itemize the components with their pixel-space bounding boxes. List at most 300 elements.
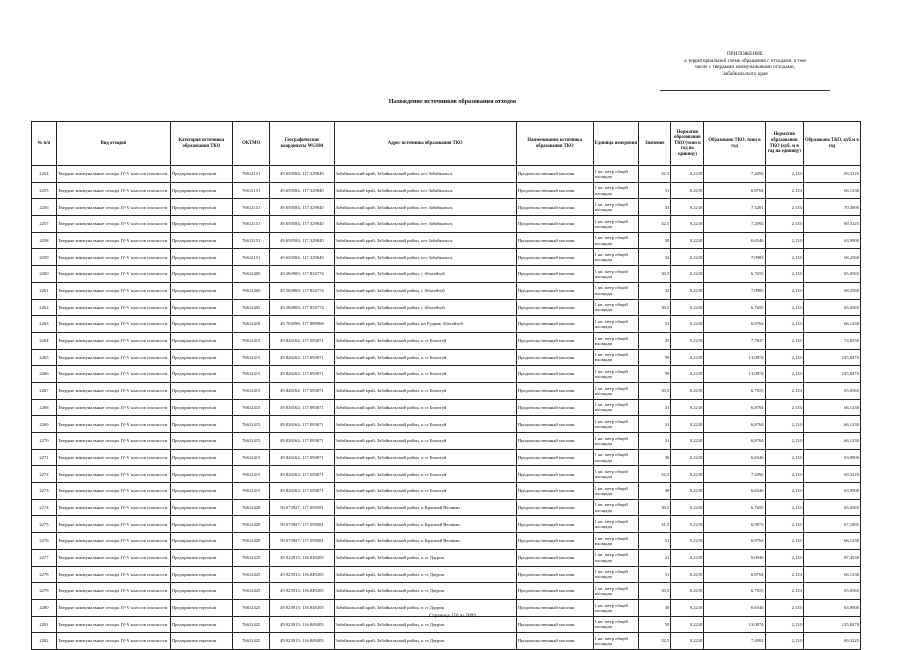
cell-source-category: Предприятия торговли [170, 633, 232, 650]
cell-norm-tonnes: 0,2218 [671, 266, 704, 283]
cell-row-number: 2269 [32, 416, 57, 433]
cell-formed-tonnes: 6,6546 [704, 483, 765, 500]
cell-formed-m3: 66,1230 [803, 533, 860, 550]
cell-row-number: 2262 [32, 299, 57, 316]
cell-norm-tonnes: 0,2218 [671, 633, 704, 650]
cell-norm-tonnes: 0,2218 [671, 366, 704, 383]
cell-formed-m3: 63,9900 [803, 449, 860, 466]
cell-norm-m3: 2,133 [765, 232, 803, 249]
appendix-heading: ПРИЛОЖЕНИЕ [727, 51, 763, 57]
header-num: № п/п [32, 122, 57, 166]
cell-row-number: 2260 [32, 266, 57, 283]
cell-address: Забайкальский край, Забайкальский район, п ст Даурия [334, 616, 516, 633]
cell-source-category: Предприятия торговли [170, 499, 232, 516]
cell-coordinates: 49.826162; 117.093071 [270, 399, 334, 416]
cell-unit: 1 кв. метр общей площади [593, 182, 639, 199]
cell-row-number: 2281 [32, 616, 57, 633]
cell-address: Забайкальский край, Забайкальский район, п ст Даурия [334, 599, 516, 616]
cell-waste-type: Твердые коммунальные отходы IV-V классов опасности [56, 182, 170, 199]
cell-formed-m3: 87,4530 [803, 549, 860, 566]
cell-waste-type: Твердые коммунальные отходы IV-V классов опасности [56, 549, 170, 566]
cell-unit: 1 кв. метр общей площади [593, 633, 639, 650]
cell-norm-m3: 2,133 [765, 349, 803, 366]
cell-source-category: Предприятия торговли [170, 399, 232, 416]
cell-formed-m3: 65,0565 [803, 382, 860, 399]
cell-value: 32,5 [639, 466, 671, 483]
cell-norm-m3: 2,133 [765, 549, 803, 566]
cell-waste-type: Твердые коммунальные отходы IV-V классов опасности [56, 533, 170, 550]
cell-source-category: Предприятия торговли [170, 583, 232, 600]
cell-source-name: Продовольственный магазин [516, 166, 593, 183]
cell-coordinates: 49.584900; 117.834774 [270, 266, 334, 283]
cell-value: 35 [639, 332, 671, 349]
cell-oktmo-code: 76612425 [233, 633, 270, 650]
cell-norm-tonnes: 0,2218 [671, 182, 704, 199]
cell-address: Забайкальский край, Забайкальский район, с Абагайтуй [334, 299, 516, 316]
cell-formed-m3: 125,8470 [803, 366, 860, 383]
cell-value: 31 [639, 182, 671, 199]
cell-norm-tonnes: 0,2218 [671, 399, 704, 416]
cell-address: Забайкальский край, Забайкальский район, п ст Билитуй [334, 483, 516, 500]
cell-address: Забайкальский край, Забайкальский район, п ст Даурия [334, 549, 516, 566]
cell-source-name: Продовольственный магазин [516, 399, 593, 416]
cell-formed-m3: 63,9900 [803, 599, 860, 616]
cell-formed-tonnes: 6,8764 [704, 316, 765, 333]
cell-oktmo-code: 76612405 [233, 299, 270, 316]
cell-source-name: Продовольственный магазин [516, 616, 593, 633]
cell-source-name: Продовольственный магазин [516, 416, 593, 433]
cell-formed-tonnes: 7,2092 [704, 466, 765, 483]
table-row [32, 566, 861, 583]
cell-source-name: Продовольственный магазин [516, 199, 593, 216]
cell-address: Забайкальский край, Забайкальский район, пгт Забайкальск [334, 166, 516, 183]
table-row [32, 533, 861, 550]
cell-formed-tonnes: 13,0874 [704, 349, 765, 366]
cell-unit: 1 кв. метр общей площади [593, 382, 639, 399]
cell-waste-type: Твердые коммунальные отходы IV-V классов опасности [56, 399, 170, 416]
cell-oktmo-code: 76612151 [233, 199, 270, 216]
cell-formed-m3: 69,3225 [803, 633, 860, 650]
cell-row-number: 2278 [32, 566, 57, 583]
cell-address: Забайкальский край, Забайкальский район, п ст Билитуй [334, 416, 516, 433]
cell-norm-tonnes: 0,2218 [671, 533, 704, 550]
cell-formed-tonnes: 9,0946 [704, 549, 765, 566]
table-row [32, 182, 861, 199]
cell-value: 30,5 [639, 499, 671, 516]
cell-coordinates: 50.073927; 117.059581 [270, 499, 334, 516]
cell-norm-tonnes: 0,2218 [671, 249, 704, 266]
cell-value: 31 [639, 566, 671, 583]
cell-row-number: 2254 [32, 166, 57, 183]
table-row [32, 199, 861, 216]
cell-source-category: Предприятия торговли [170, 232, 232, 249]
cell-row-number: 2274 [32, 499, 57, 516]
cell-row-number: 2259 [32, 249, 57, 266]
cell-value: 30,5 [639, 382, 671, 399]
cell-norm-tonnes: 0,2218 [671, 616, 704, 633]
cell-norm-m3: 2,133 [765, 366, 803, 383]
cell-coordinates: 49.584900; 117.834774 [270, 299, 334, 316]
table-row [32, 216, 861, 233]
cell-oktmo-code: 76612151 [233, 182, 270, 199]
cell-source-name: Продовольственный магазин [516, 433, 593, 450]
cell-address: Забайкальский край, Забайкальский район, п ст Даурия [334, 566, 516, 583]
header-formed-tonnes: Образовано ТКО, тонн в год [704, 122, 765, 166]
cell-source-name: Продовольственный магазин [516, 332, 593, 349]
cell-value: 30 [639, 599, 671, 616]
page-footer: Страница 150 из 5099 [429, 614, 476, 619]
cell-waste-type: Твердые коммунальные отходы IV-V классов опасности [56, 516, 170, 533]
cell-norm-m3: 2,133 [765, 599, 803, 616]
cell-norm-tonnes: 0,2218 [671, 449, 704, 466]
cell-row-number: 2267 [32, 382, 57, 399]
cell-norm-m3: 2,133 [765, 299, 803, 316]
cell-norm-m3: 2,133 [765, 449, 803, 466]
cell-norm-tonnes: 0,2218 [671, 583, 704, 600]
cell-coordinates: 49.923913; 116.849205 [270, 549, 334, 566]
cell-oktmo-code: 76612405 [233, 266, 270, 283]
cell-value: 59 [639, 616, 671, 633]
cell-formed-tonnes: 6,7655 [704, 583, 765, 600]
cell-norm-m3: 2,133 [765, 616, 803, 633]
cell-formed-tonnes: 6,7655 [704, 499, 765, 516]
cell-formed-m3: 63,9900 [803, 232, 860, 249]
cell-waste-type: Твердые коммунальные отходы IV-V классов опасности [56, 299, 170, 316]
cell-norm-m3: 2,133 [765, 382, 803, 399]
cell-oktmo-code: 76612420 [233, 516, 270, 533]
cell-source-category: Предприятия торговли [170, 182, 232, 199]
cell-formed-m3: 70,3890 [803, 199, 860, 216]
cell-norm-tonnes: 0,2218 [671, 499, 704, 516]
cell-address: Забайкальский край, Забайкальский район, п Красный Великан [334, 516, 516, 533]
cell-row-number: 2265 [32, 349, 57, 366]
cell-value: 32 [639, 249, 671, 266]
cell-coordinates: 49.650584; 117.329040 [270, 232, 334, 249]
cell-formed-m3: 74,6550 [803, 332, 860, 349]
cell-formed-tonnes: 6,7655 [704, 266, 765, 283]
cell-formed-tonnes: 6,8764 [704, 399, 765, 416]
cell-source-name: Продовольственный магазин [516, 583, 593, 600]
cell-waste-type: Твердые коммунальные отходы IV-V классов опасности [56, 366, 170, 383]
cell-source-name: Продовольственный магазин [516, 566, 593, 583]
cell-address: Забайкальский край, Забайкальский район, п ст Даурия [334, 583, 516, 600]
cell-formed-m3: 66,1230 [803, 416, 860, 433]
cell-formed-tonnes: 6,8764 [704, 182, 765, 199]
cell-waste-type: Твердые коммунальные отходы IV-V классов опасности [56, 566, 170, 583]
cell-waste-type: Твердые коммунальные отходы IV-V классов опасности [56, 266, 170, 283]
table-row [32, 633, 861, 650]
cell-oktmo-code: 76612415 [233, 416, 270, 433]
cell-source-category: Предприятия торговли [170, 316, 232, 333]
cell-waste-type: Твердые коммунальные отходы IV-V классов опасности [56, 249, 170, 266]
cell-norm-m3: 2,133 [765, 216, 803, 233]
cell-formed-tonnes: 7,0983 [704, 249, 765, 266]
cell-value: 30 [639, 232, 671, 249]
cell-waste-type: Твердые коммунальные отходы IV-V классов опасности [56, 382, 170, 399]
cell-oktmo-code: 76612151 [233, 249, 270, 266]
table-row [32, 316, 861, 333]
cell-address: Забайкальский край, Забайкальский район, п ст Билитуй [334, 433, 516, 450]
cell-source-name: Продовольственный магазин [516, 282, 593, 299]
cell-address: Забайкальский край, Забайкальский район, пгт Забайкальск [334, 232, 516, 249]
cell-unit: 1 кв. метр общей площади [593, 599, 639, 616]
cell-waste-type: Твердые коммунальные отходы IV-V классов опасности [56, 599, 170, 616]
cell-waste-type: Твердые коммунальные отходы IV-V классов опасности [56, 216, 170, 233]
cell-coordinates: 49.826162; 117.093071 [270, 433, 334, 450]
cell-norm-tonnes: 0,2218 [671, 382, 704, 399]
cell-norm-m3: 2,133 [765, 466, 803, 483]
cell-norm-m3: 2,133 [765, 499, 803, 516]
cell-source-name: Продовольственный магазин [516, 232, 593, 249]
cell-address: Забайкальский край, Забайкальский район, п Красный Великан [334, 533, 516, 550]
cell-formed-tonnes: 7,2092 [704, 216, 765, 233]
cell-formed-tonnes: 6,8764 [704, 416, 765, 433]
cell-formed-tonnes: 6,8764 [704, 533, 765, 550]
cell-source-category: Предприятия торговли [170, 366, 232, 383]
cell-source-category: Предприятия торговли [170, 266, 232, 283]
cell-address: Забайкальский край, Забайкальский район, пгт Забайкальск [334, 199, 516, 216]
cell-row-number: 2273 [32, 483, 57, 500]
header-norm-tonnes: Норматив образования ТКО (тонн в год на единицу) [671, 122, 704, 166]
cell-address: Забайкальский край, Забайкальский район, п ст Билитуй [334, 399, 516, 416]
cell-row-number: 2266 [32, 366, 57, 383]
cell-row-number: 2263 [32, 316, 57, 333]
cell-row-number: 2277 [32, 549, 57, 566]
cell-coordinates: 49.826162; 117.093071 [270, 483, 334, 500]
table-row [32, 499, 861, 516]
cell-unit: 1 кв. метр общей площади [593, 199, 639, 216]
cell-value: 30,5 [639, 583, 671, 600]
cell-source-category: Предприятия торговли [170, 599, 232, 616]
cell-norm-tonnes: 0,2218 [671, 483, 704, 500]
cell-source-category: Предприятия торговли [170, 449, 232, 466]
cell-row-number: 2279 [32, 583, 57, 600]
cell-unit: 1 кв. метр общей площади [593, 616, 639, 633]
cell-coordinates: 49.826162; 117.093071 [270, 466, 334, 483]
cell-formed-tonnes: 6,7655 [704, 299, 765, 316]
cell-norm-m3: 2,133 [765, 282, 803, 299]
cell-source-name: Продовольственный магазин [516, 466, 593, 483]
cell-address: Забайкальский край, Забайкальский район, п ст Билитуй [334, 449, 516, 466]
cell-norm-tonnes: 0,2218 [671, 199, 704, 216]
cell-waste-type: Твердые коммунальные отходы IV-V классов опасности [56, 199, 170, 216]
cell-row-number: 2255 [32, 182, 57, 199]
cell-row-number: 2280 [32, 599, 57, 616]
cell-source-category: Предприятия торговли [170, 349, 232, 366]
cell-coordinates: 49.704596; 117.889968 [270, 316, 334, 333]
cell-unit: 1 кв. метр общей площади [593, 216, 639, 233]
cell-norm-m3: 2,133 [765, 583, 803, 600]
table-row [32, 366, 861, 383]
cell-coordinates: 49.826162; 117.093071 [270, 416, 334, 433]
cell-oktmo-code: 76612151 [233, 166, 270, 183]
cell-row-number: 2258 [32, 232, 57, 249]
cell-waste-type: Твердые коммунальные отходы IV-V классов опасности [56, 616, 170, 633]
cell-value: 59 [639, 349, 671, 366]
cell-norm-tonnes: 0,2218 [671, 599, 704, 616]
cell-norm-m3: 2,133 [765, 266, 803, 283]
cell-unit: 1 кв. метр общей площади [593, 349, 639, 366]
table-row [32, 332, 861, 349]
cell-coordinates: 49.826162; 117.093071 [270, 366, 334, 383]
cell-unit: 1 кв. метр общей площади [593, 232, 639, 249]
cell-value: 30,5 [639, 266, 671, 283]
cell-source-category: Предприятия торговли [170, 166, 232, 183]
cell-coordinates: 49.584900; 117.834774 [270, 282, 334, 299]
cell-formed-tonnes: 6,8764 [704, 566, 765, 583]
cell-source-category: Предприятия торговли [170, 416, 232, 433]
cell-source-name: Продовольственный магазин [516, 449, 593, 466]
cell-unit: 1 кв. метр общей площади [593, 566, 639, 583]
cell-formed-m3: 65,0565 [803, 299, 860, 316]
appendix-underline [660, 90, 830, 91]
cell-source-category: Предприятия торговли [170, 382, 232, 399]
cell-norm-m3: 2,133 [765, 516, 803, 533]
cell-formed-m3: 69,3225 [803, 216, 860, 233]
cell-oktmo-code: 76612415 [233, 466, 270, 483]
cell-value: 33 [639, 199, 671, 216]
cell-address: Забайкальский край, Забайкальский район, с Абагайтуй [334, 266, 516, 283]
cell-source-category: Предприятия торговли [170, 282, 232, 299]
cell-row-number: 2270 [32, 433, 57, 450]
cell-formed-m3: 65,0565 [803, 583, 860, 600]
cell-oktmo-code: 76612415 [233, 332, 270, 349]
cell-source-name: Продовольственный магазин [516, 533, 593, 550]
cell-row-number: 2257 [32, 216, 57, 233]
cell-address: Забайкальский край, Забайкальский район, п ст Билитуй [334, 466, 516, 483]
cell-address: Забайкальский край, Забайкальский район, нп Рудник Абагайтуй [334, 316, 516, 333]
cell-source-name: Продовольственный магазин [516, 182, 593, 199]
cell-row-number: 2261 [32, 282, 57, 299]
header-waste-type: Вид отходов [56, 122, 170, 166]
cell-source-category: Предприятия торговли [170, 466, 232, 483]
cell-value: 30 [639, 483, 671, 500]
cell-waste-type: Твердые коммунальные отходы IV-V классов опасности [56, 332, 170, 349]
cell-waste-type: Твердые коммунальные отходы IV-V классов опасности [56, 433, 170, 450]
cell-unit: 1 кв. метр общей площади [593, 466, 639, 483]
appendix-line-3: Забайкальского края [722, 70, 768, 77]
cell-source-category: Предприятия торговли [170, 616, 232, 633]
cell-address: Забайкальский край, Забайкальский район, п ст Билитуй [334, 382, 516, 399]
cell-value: 31 [639, 433, 671, 450]
cell-oktmo-code: 76612425 [233, 583, 270, 600]
cell-formed-tonnes: 6,7655 [704, 382, 765, 399]
cell-row-number: 2275 [32, 516, 57, 533]
cell-unit: 1 кв. метр общей площади [593, 516, 639, 533]
cell-waste-type: Твердые коммунальные отходы IV-V классов опасности [56, 349, 170, 366]
cell-waste-type: Твердые коммунальные отходы IV-V классов опасности [56, 466, 170, 483]
cell-unit: 1 кв. метр общей площади [593, 249, 639, 266]
cell-waste-type: Твердые коммунальные отходы IV-V классов опасности [56, 483, 170, 500]
cell-value: 32,5 [639, 633, 671, 650]
cell-coordinates: 49.826162; 117.093071 [270, 449, 334, 466]
cell-value: 31 [639, 533, 671, 550]
cell-address: Забайкальский край, Забайкальский район, с Абагайтуй [334, 282, 516, 299]
cell-waste-type: Твердые коммунальные отходы IV-V классов опасности [56, 166, 170, 183]
table-row [32, 382, 861, 399]
cell-waste-type: Твердые коммунальные отходы IV-V классов опасности [56, 633, 170, 650]
cell-address: Забайкальский край, Забайкальский район, пгт Забайкальск [334, 216, 516, 233]
cell-formed-tonnes: 13,0874 [704, 366, 765, 383]
cell-formed-tonnes: 7,2092 [704, 633, 765, 650]
cell-formed-tonnes: 13,0874 [704, 616, 765, 633]
cell-value: 31 [639, 416, 671, 433]
cell-source-name: Продовольственный магазин [516, 216, 593, 233]
cell-source-category: Предприятия торговли [170, 433, 232, 450]
appendix-line-1: к территориальной схеме обращения с отходами, в том [684, 57, 806, 64]
cell-oktmo-code: 76612425 [233, 566, 270, 583]
cell-unit: 1 кв. метр общей площади [593, 299, 639, 316]
cell-unit: 1 кв. метр общей площади [593, 533, 639, 550]
cell-norm-tonnes: 0,2218 [671, 516, 704, 533]
cell-source-name: Продовольственный магазин [516, 599, 593, 616]
cell-oktmo-code: 76612420 [233, 533, 270, 550]
cell-oktmo-code: 76612410 [233, 316, 270, 333]
page-title: Нахождение источников образования отходов [388, 98, 517, 105]
cell-source-category: Предприятия торговли [170, 516, 232, 533]
table-row [32, 266, 861, 283]
cell-norm-tonnes: 0,2218 [671, 282, 704, 299]
cell-source-category: Предприятия торговли [170, 566, 232, 583]
cell-unit: 1 кв. метр общей площади [593, 416, 639, 433]
cell-address: Забайкальский край, Забайкальский район, пгт Забайкальск [334, 182, 516, 199]
cell-address: Забайкальский край, Забайкальский район, п ст Даурия [334, 633, 516, 650]
table-row [32, 399, 861, 416]
cell-value: 30 [639, 449, 671, 466]
cell-source-name: Продовольственный магазин [516, 483, 593, 500]
cell-coordinates: 49.923913; 116.849205 [270, 583, 334, 600]
table-row [32, 166, 861, 183]
cell-value: 59 [639, 366, 671, 383]
cell-norm-m3: 2,133 [765, 332, 803, 349]
cell-oktmo-code: 76612151 [233, 216, 270, 233]
cell-norm-tonnes: 0,2218 [671, 466, 704, 483]
cell-unit: 1 кв. метр общей площади [593, 316, 639, 333]
cell-formed-tonnes: 7,3201 [704, 199, 765, 216]
cell-unit: 1 кв. метр общей площади [593, 332, 639, 349]
cell-oktmo-code: 76612415 [233, 382, 270, 399]
cell-norm-tonnes: 0,2218 [671, 216, 704, 233]
cell-source-category: Предприятия торговли [170, 533, 232, 550]
cell-address: Забайкальский край, Забайкальский район, пгт Забайкальск [334, 249, 516, 266]
cell-oktmo-code: 76612425 [233, 549, 270, 566]
cell-formed-m3: 125,8470 [803, 349, 860, 366]
cell-formed-tonnes: 7,2092 [704, 166, 765, 183]
table-row [32, 516, 861, 533]
cell-coordinates: 49.923913; 116.849205 [270, 616, 334, 633]
cell-norm-tonnes: 0,2218 [671, 349, 704, 366]
cell-waste-type: Твердые коммунальные отходы IV-V классов опасности [56, 583, 170, 600]
table-row [32, 449, 861, 466]
cell-row-number: 2256 [32, 199, 57, 216]
cell-formed-m3: 65,0565 [803, 499, 860, 516]
cell-coordinates: 49.923913; 116.849205 [270, 566, 334, 583]
header-source: Наименование источника образования ТКО [516, 122, 593, 166]
cell-coordinates: 50.073927; 117.059581 [270, 533, 334, 550]
cell-norm-tonnes: 0,2218 [671, 316, 704, 333]
cell-formed-tonnes: 6,6546 [704, 449, 765, 466]
cell-norm-tonnes: 0,2218 [671, 566, 704, 583]
cell-source-name: Продовольственный магазин [516, 249, 593, 266]
cell-norm-tonnes: 0,2218 [671, 416, 704, 433]
cell-formed-tonnes: 6,6546 [704, 599, 765, 616]
cell-waste-type: Твердые коммунальные отходы IV-V классов опасности [56, 449, 170, 466]
waste-sources-table [31, 121, 861, 650]
cell-norm-m3: 2,133 [765, 199, 803, 216]
cell-row-number: 2282 [32, 633, 57, 650]
cell-value: 31,5 [639, 516, 671, 533]
cell-unit: 1 кв. метр общей площади [593, 449, 639, 466]
